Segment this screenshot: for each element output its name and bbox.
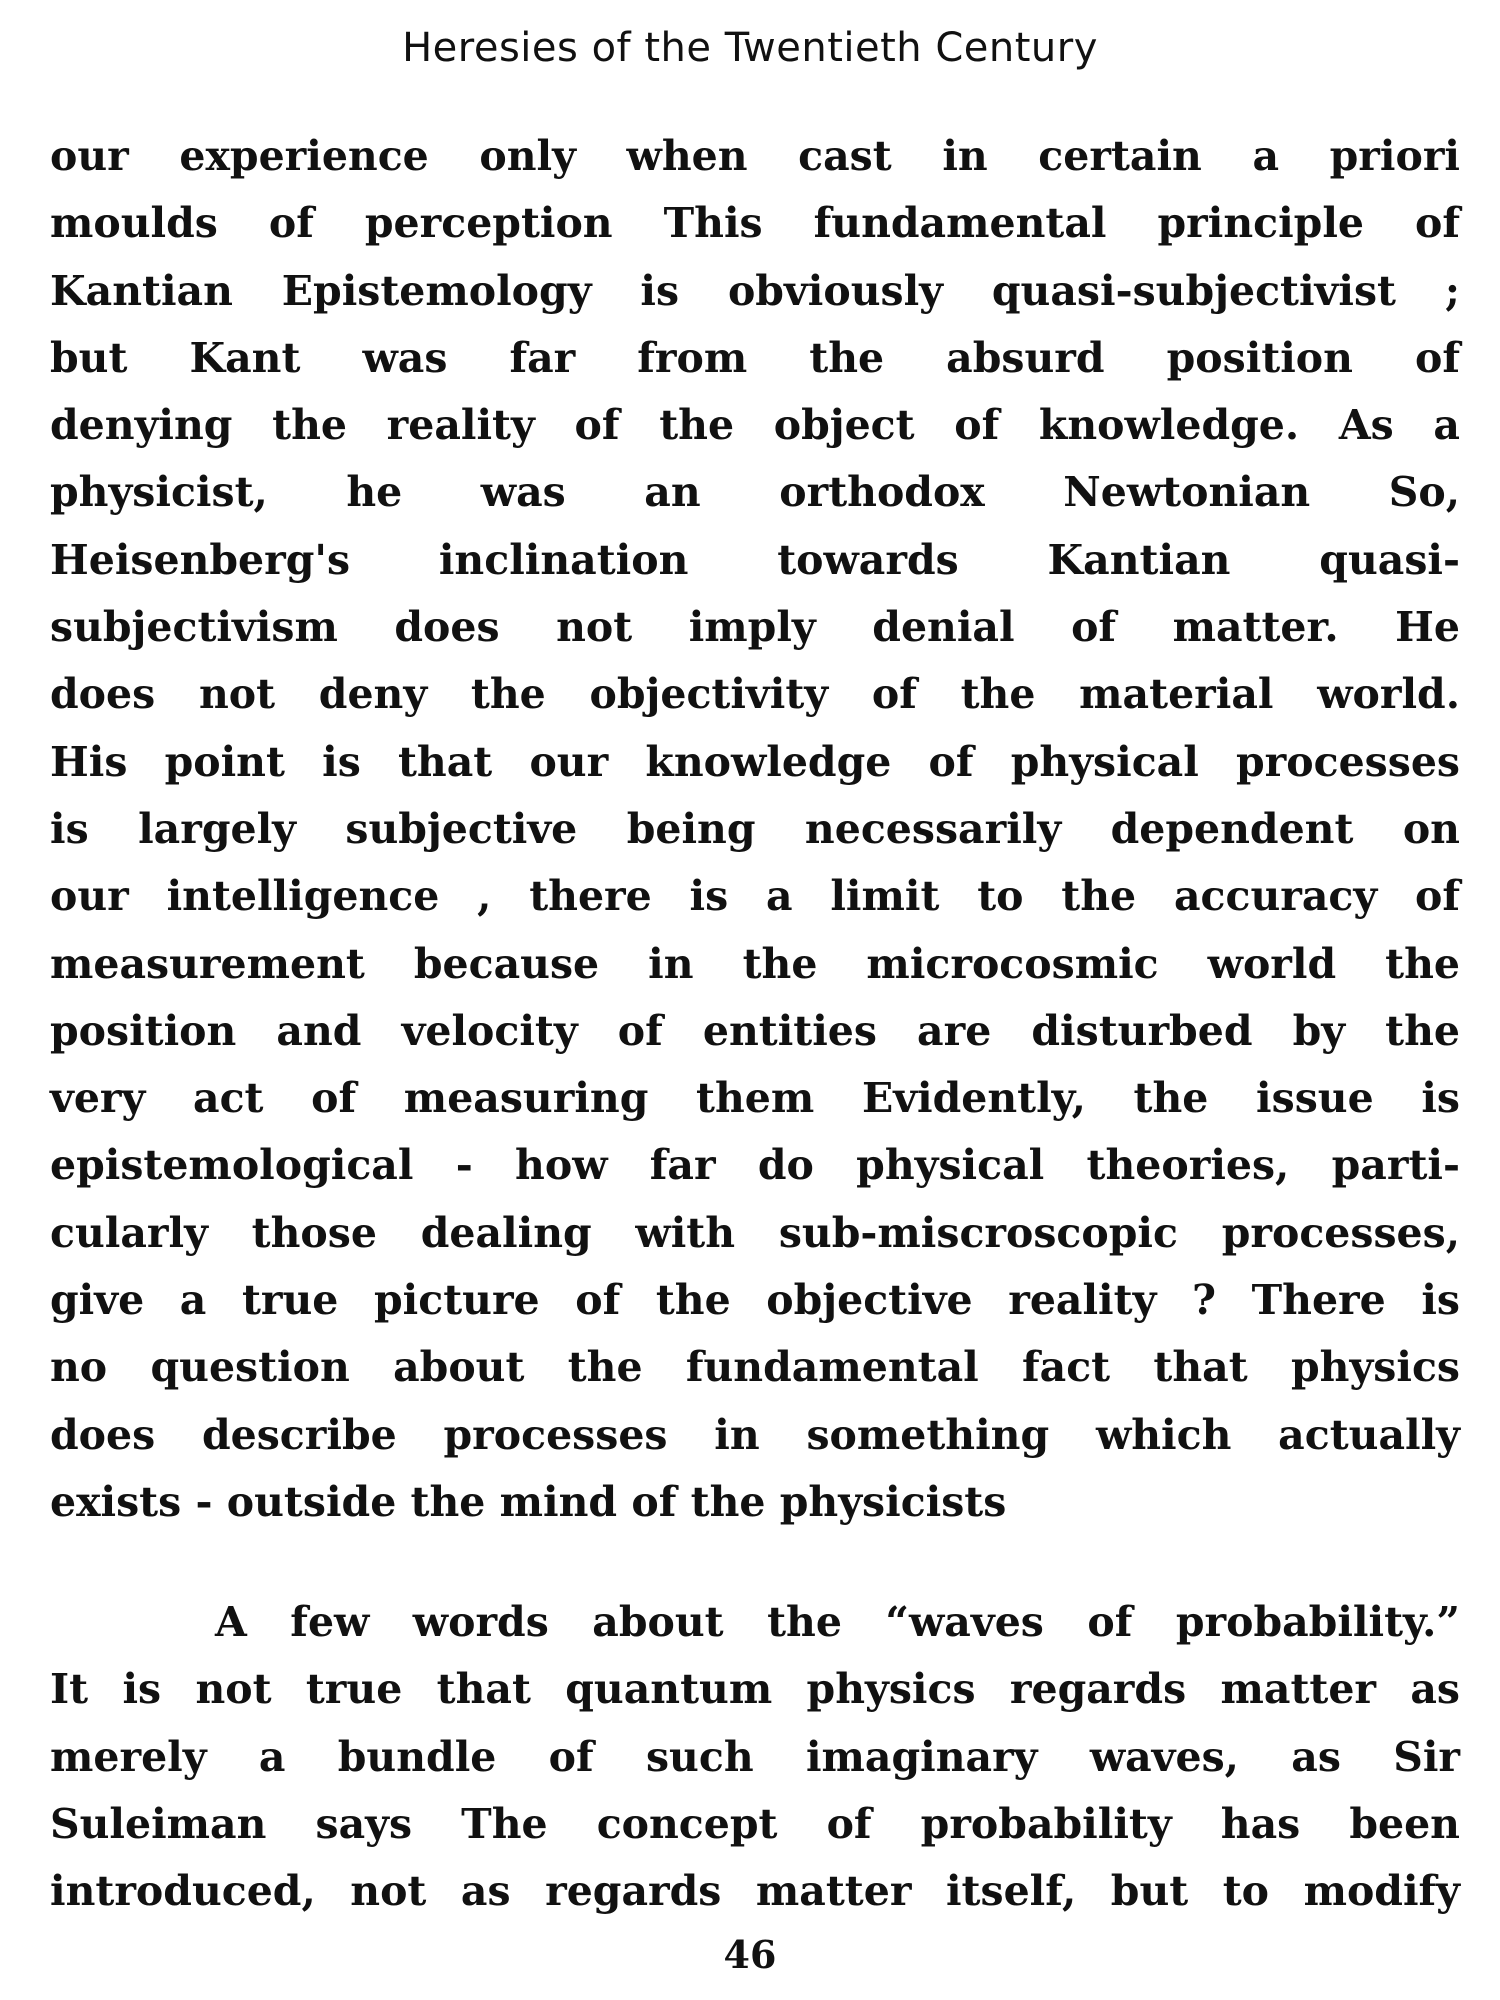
text-line: our experience only when cast in certain a priori xyxy=(50,132,1460,180)
text-line: Heisenberg's inclination towards Kantian quasi- xyxy=(50,535,1460,584)
text-line: our intelligence , there is a limit to the accuracy of xyxy=(50,872,1460,921)
text-line: very act of measuring them Evidently, the issue is xyxy=(50,1074,1460,1123)
text-line: It is not true that quantum physics regards matter as xyxy=(50,1665,1460,1714)
text-line: does not deny the objectivity of the material world. xyxy=(50,670,1460,719)
text-line: no question about the fundamental fact that physics xyxy=(50,1343,1460,1392)
text-line: is largely subjective being necessarily dependent on xyxy=(50,804,1460,853)
text-line: exists - outside the mind of the physicists xyxy=(50,1477,1007,1526)
text-line: but Kant was far from the absurd position of xyxy=(50,333,1460,382)
text-line: position and velocity of entities are disturbed by the xyxy=(50,1006,1460,1055)
text-line: denying the reality of the object of knowledge. As a xyxy=(50,401,1460,450)
paragraph-1 xyxy=(50,123,1460,1536)
text-line: cularly those dealing with sub-miscroscopic processes, xyxy=(50,1208,1460,1257)
text-line: physicist, he was an orthodox Newtonian So, xyxy=(50,468,1460,517)
text-line: does describe processes in something which actually xyxy=(50,1410,1460,1459)
text-line: A few words about the “waves of probability.” xyxy=(215,1598,1460,1646)
page-number: 46 xyxy=(723,1932,777,1977)
text-line: merely a bundle of such imaginary waves, as Sir xyxy=(50,1732,1460,1781)
paragraph-2 xyxy=(50,1589,1460,1925)
text-line: moulds of perception This fundamental principle of xyxy=(50,199,1460,248)
text-line: subjectivism does not imply denial of matter. He xyxy=(50,603,1460,652)
text-line: His point is that our knowledge of physical processes xyxy=(50,737,1460,786)
running-head-title: Heresies of the Twentieth Century xyxy=(402,25,1098,71)
text-line: measurement because in the microcosmic world the xyxy=(50,939,1460,988)
text-line: Suleiman says The concept of probability has been xyxy=(50,1799,1460,1848)
text-line: Kantian Epistemology is obviously quasi-subjectivist ; xyxy=(50,266,1460,315)
text-line: introduced, not as regards matter itself, but to modify xyxy=(50,1867,1460,1916)
text-line: give a true picture of the objective reality ? There is xyxy=(50,1276,1460,1325)
text-line: epistemological - how far do physical theories, parti- xyxy=(50,1141,1460,1190)
